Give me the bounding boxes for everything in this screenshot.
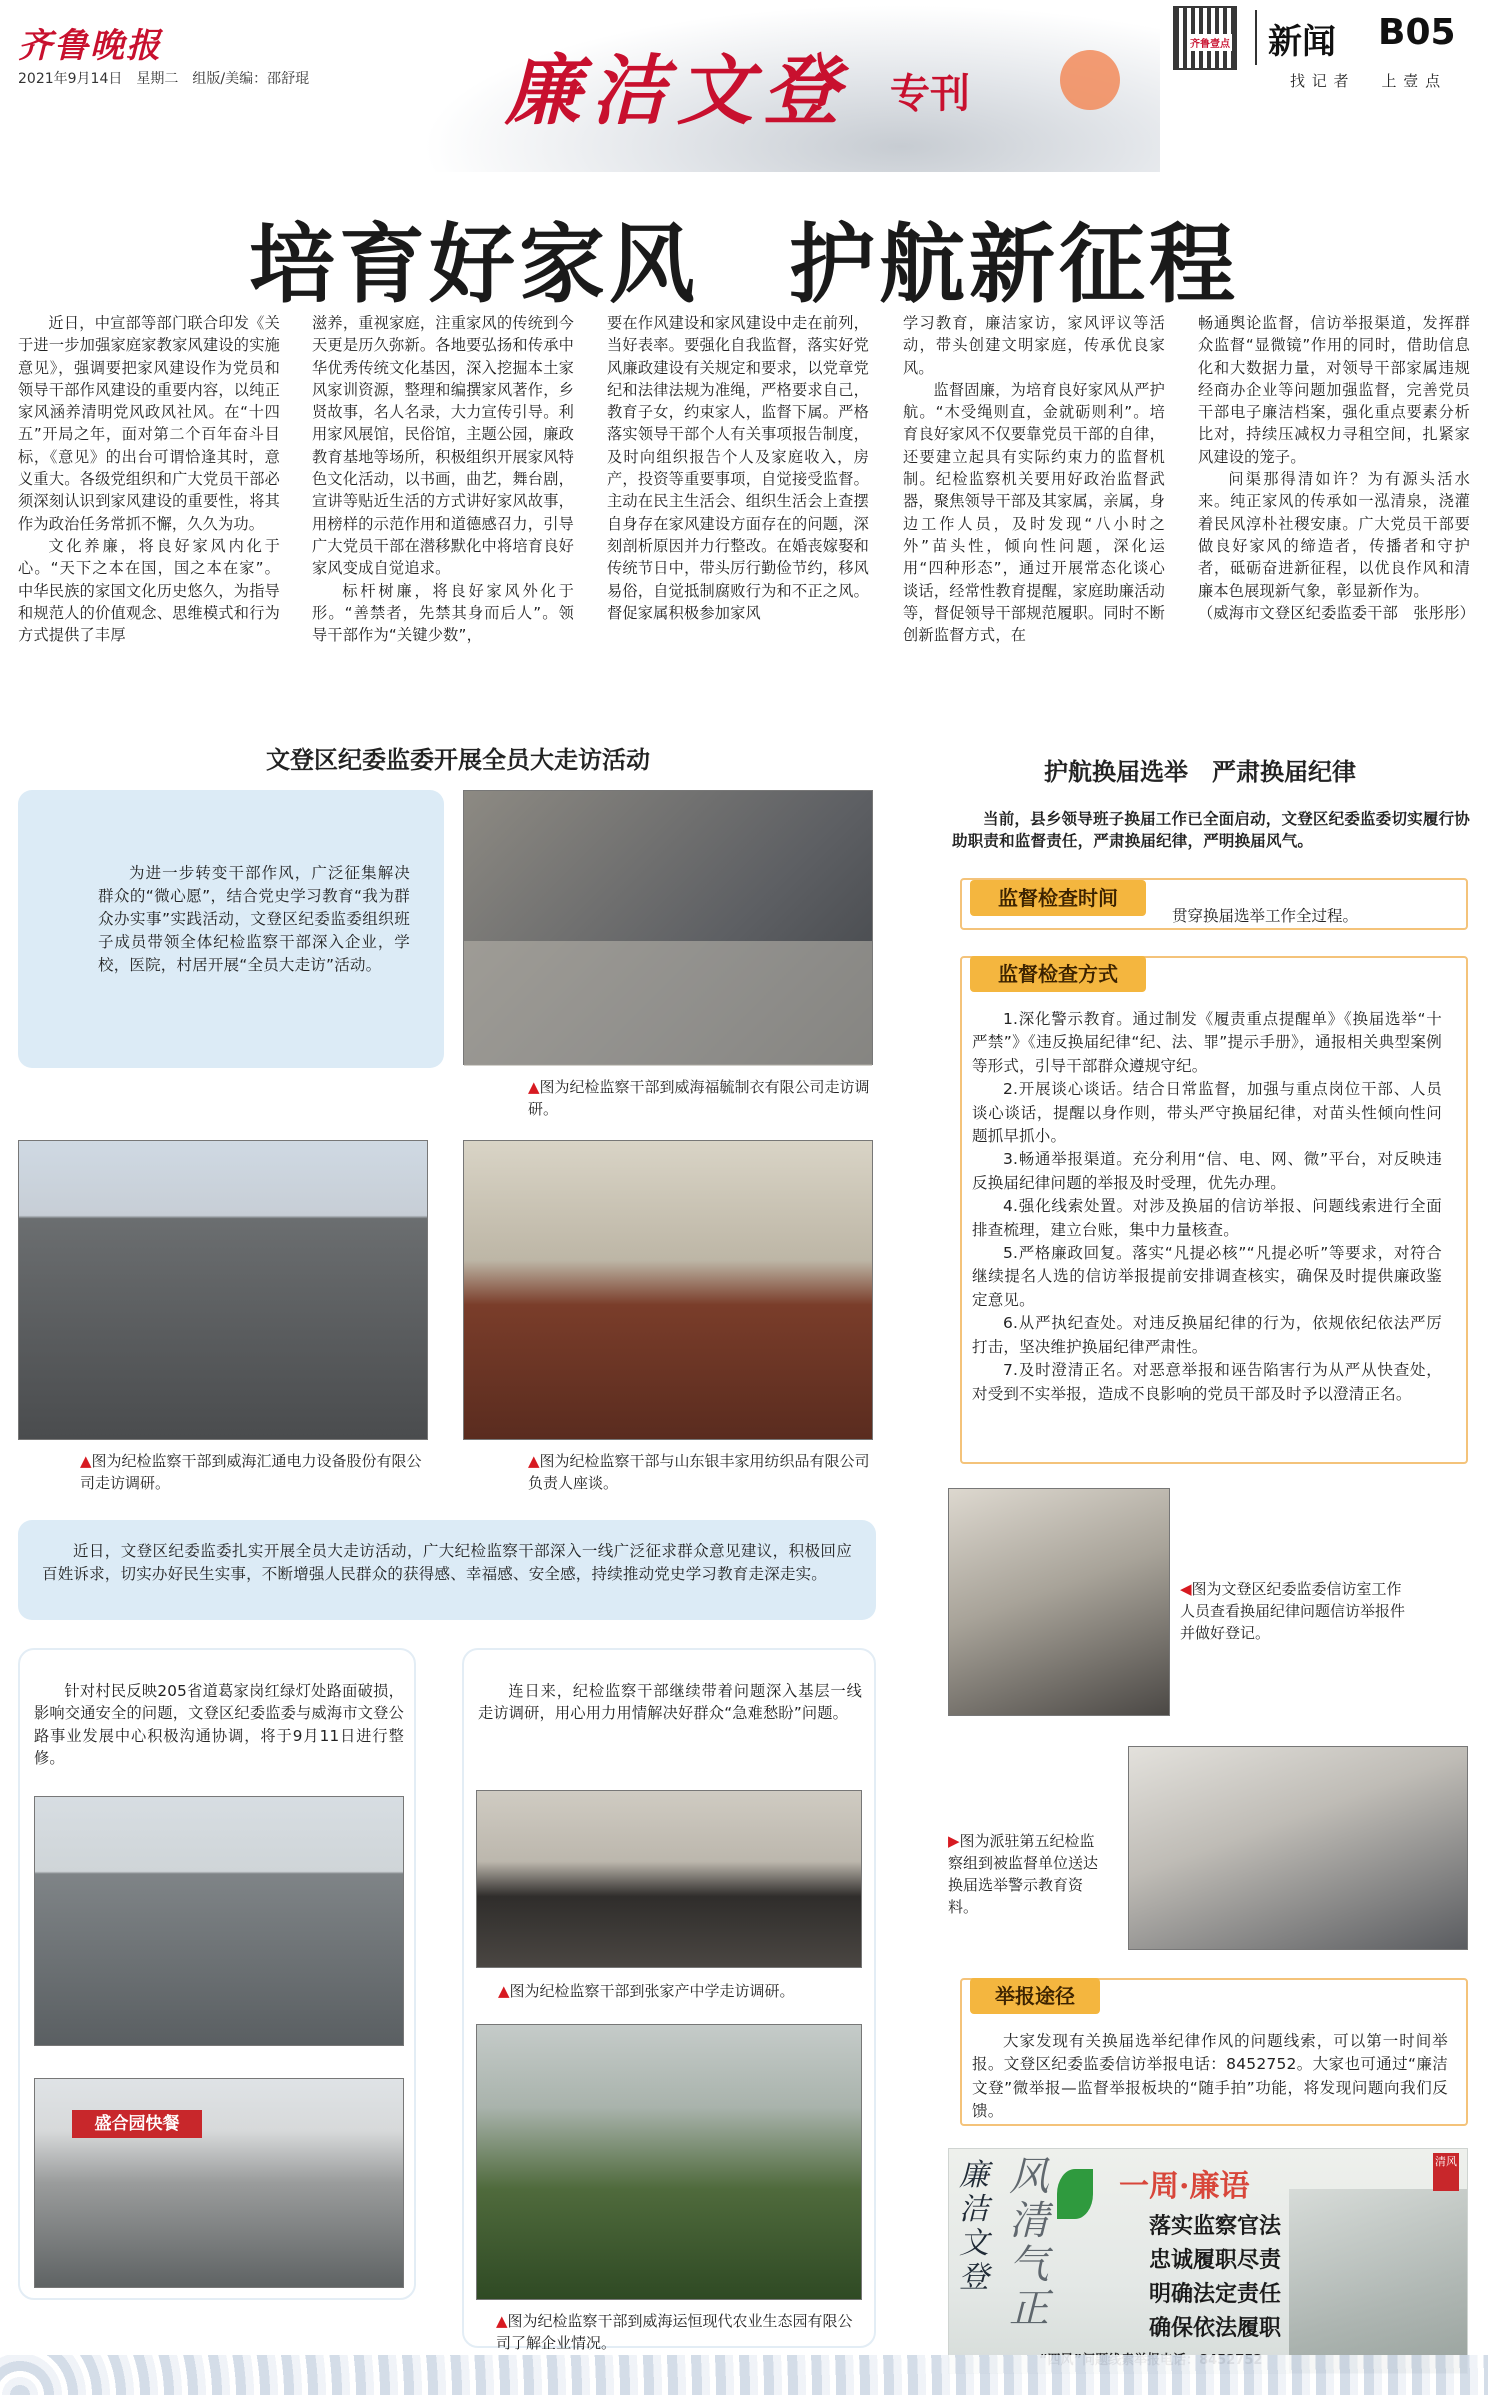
qr-label: 齐鲁壹点 — [1188, 34, 1232, 51]
badge-check-time: 监督检查时间 — [970, 880, 1146, 916]
paragraph: 畅通舆论监督，信访举报渠道，发挥群众监督“显微镜”作用的同时，借助信息化和大数据力量，对领导干部家属违规经商办企业等问题加强监督，完善党员干部电子廉洁档案，强化重点要素分析比对，持续压减权力寻租空间，扎紧家风建设的笼子。 — [1198, 314, 1470, 466]
leaf-logo-icon — [1057, 2169, 1093, 2219]
calligraphy-right: 风清气正 — [1009, 2154, 1049, 2332]
special-suffix: 专刊 — [890, 71, 970, 117]
time-text: 贯穿换届选举工作全过程。 — [1172, 907, 1359, 925]
paragraph: 要在作风建设和家风建设中走在前列，当好表率。要强化自我监督，落实好党风廉政建设有关规定和要求，以党章党纪和法律法规为准绳，严格要求自己，教育子女，约束家人，监督下属。严格落实领导干部个人有关事项报告制度，及时向组织报告个人及家庭收入，房产，投资等重要事项，自觉接受监督。主动在民主生活会、组织生活会上查摆自身存在家风建设方面存在的问题，深刻剖析原因并力行整改。在婚丧嫁娶和传统节日中，带头厉行勤俭节约，移风易俗，自觉抵制腐败行为和不正之风。督促家属积极参加家风 — [607, 314, 869, 622]
method-item: 5.严格廉政回复。落实“凡提必核”“凡提必听”等要求，对符合继续提名人选的信访举报提前安排调查核实，确保及时提供廉政鉴定意见。 — [972, 1244, 1442, 1309]
method-item: 2.开展谈心谈话。结合日常监督，加强与重点岗位干部、人员谈心谈话，提醒以身作则，带头严守换届纪律，对苗头性倾向性问题抓早抓小。 — [972, 1080, 1442, 1146]
factory-floor — [464, 941, 872, 1066]
badge-report: 举报途径 — [970, 1978, 1100, 2014]
photo-power-equipment — [18, 1140, 428, 1440]
weekly-line: 明确法定责任 — [1149, 2281, 1282, 2307]
bottom-wave-decoration — [0, 2355, 1488, 2395]
masthead-divider — [1255, 10, 1257, 65]
paragraph: 学习教育，廉洁家访，家风评议等活动，带头创建文明家庭，传承优良家风。 — [903, 314, 1165, 377]
caption-marker-icon: ▲ — [80, 1452, 92, 1470]
summary-box — [18, 1520, 876, 1620]
headline: 培育好家风 护航新征程 — [249, 215, 1239, 315]
article-column-3 — [607, 312, 869, 624]
intro-box — [18, 790, 444, 1068]
caption-petition: ◀图为文登区纪委监委信访室工作人员查看换届纪律问题信访举报件并做好登记。 — [1180, 1580, 1406, 1642]
method-item: 6.从严执纪查处。对违反换届纪律的行为，依规依纪依法严厉打击，坚决维护换届纪律严肃性。 — [972, 1314, 1442, 1356]
left-section-title: 文登区纪委监委开展全员大走访活动 — [266, 746, 650, 774]
paragraph: 文化养廉，将良好家风内化于心。“天下之本在国，国之本在家”。中华民族的家国文化历史悠久，为指导和规范人的价值观念、思维模式和行为方式提供了丰厚 — [18, 536, 280, 645]
caption-greenhouse: ▲图为纪检监察干部到威海运恒现代农业生态园有限公司了解企业情况。 — [496, 2312, 853, 2352]
method-item: 1.深化警示教育。通过制发《履责重点提醒单》《换届选举“十严禁”》《违反换届纪律“纪、法、罪”提示手册》，通报相关典型案例等形式，引导干部群众遵规守纪。 — [972, 1010, 1442, 1075]
caption-warning: ▶图为派驻第五纪检监察组到被监督单位送达换届选举警示教育资料。 — [948, 1832, 1099, 1916]
paragraph: 问渠那得清如许？为有源头活水来。纯正家风的传承如一泓清泉，浇灌着民风淳朴社稷安康。广大党员干部要做良好家风的缔造者，传播者和守护者，砥砺奋进新征程，以优良作风和清廉本色展现新气象，彰显新作为。 — [1198, 470, 1470, 600]
caption-marker-icon: ▲ — [528, 1452, 540, 1470]
method-list — [972, 1008, 1442, 1406]
seal-stamp: 清风 — [1433, 2153, 1459, 2191]
right-section-title: 护航换届选举 严肃换届纪律 — [1044, 758, 1356, 786]
weekly-title: 一周·廉语 — [1119, 2169, 1250, 2204]
photo-petition-office — [948, 1488, 1170, 1716]
weekly-line: 确保依法履职 — [1149, 2315, 1282, 2341]
caption-marker-icon: ▶ — [948, 1832, 960, 1850]
photo-warning-materials — [1128, 1746, 1468, 1950]
caption-textile: ▲图为纪检监察干部与山东银丰家用纺织品有限公司负责人座谈。 — [528, 1452, 870, 1492]
summary-text: 近日，文登区纪委监委扎实开展全员大走访活动，广大纪检监察干部深入一线广泛征求群众意见建议，积极回应百姓诉求，切实办好民生实事，不断增强人民群众的获得感、幸福感、安全感，持续推动党史学习教育走深走实。 — [42, 1542, 852, 1583]
byline: （威海市文登区纪委监委干部 张彤彤） — [1198, 603, 1475, 622]
photo-factory-visit — [463, 790, 873, 1065]
article-column-5 — [1198, 312, 1475, 624]
method-item: 3.畅通举报渠道。充分利用“信、电、网、微”平台，对反映违反换届纪律问题的举报及时受理，优先办理。 — [972, 1150, 1442, 1192]
caption-marker-icon: ◀ — [1180, 1580, 1192, 1598]
paragraph: 标杆树廉，将良好家风外化于形。“善禁者，先禁其身而后人”。领导干部作为“关键少数”， — [312, 581, 574, 645]
photo-road-crossing — [34, 1796, 404, 2046]
method-item: 7.及时澄清正名。对恶意举报和诬告陷害行为从严从快查处，对受到不实举报，造成不良影响的党员干部及时予以澄清正名。 — [972, 1361, 1442, 1403]
article-column-4 — [903, 312, 1165, 646]
caption-factory: ▲图为纪检监察干部到威海福毓制衣有限公司走访调研。 — [528, 1078, 870, 1118]
shop-sign: 盛合园快餐 — [72, 2110, 202, 2138]
calligraphy-left: 廉洁文登 — [959, 2158, 989, 2295]
caption-marker-icon: ▲ — [498, 1982, 510, 2000]
photo-greenhouse — [476, 2024, 862, 2300]
sun-decoration — [1060, 50, 1120, 110]
caption-marker-icon: ▲ — [528, 1078, 540, 1096]
caption-marker-icon: ▲ — [496, 2312, 508, 2330]
school-farm-text: 连日来，纪检监察干部继续带着问题深入基层一线走访调研，用心用力用情解决好群众“急难愁盼”问题。 — [478, 1682, 862, 1723]
method-item: 4.强化线索处置。对涉及换届的信访举报、问题线索进行全面排查梳理，建立台账，集中力量核查。 — [972, 1197, 1442, 1239]
photo-school-visit — [476, 1790, 862, 1968]
road-repair-text: 针对村民反映205省道葛家岗红绿灯处路面破损，影响交通安全的问题，文登区纪委监委与威海市文登公路事业发展中心积极沟通协调，将于9月11日进行整修。 — [34, 1682, 404, 1767]
slogan: 找 记 者 上 壹 点 — [1290, 72, 1442, 90]
date-line: 2021年9月14日 星期二 组版/美编：邵舒琨 — [18, 71, 310, 87]
banner-mountains — [1289, 2189, 1468, 2374]
right-intro: 当前，县乡领导班子换届工作已全面启动，文登区纪委监委切实履行协助职责和监督责任，严肃换届纪律，严明换届风气。 — [952, 810, 1470, 851]
weekly-banner — [948, 2148, 1468, 2374]
article-column-1 — [18, 312, 280, 646]
section-name: 新闻 — [1268, 22, 1336, 62]
page-number: B05 — [1378, 12, 1456, 53]
weekly-line: 忠诚履职尽责 — [1149, 2247, 1282, 2273]
report-text: 大家发现有关换届选举纪律作风的问题线索，可以第一时间举报。文登区纪委监委信访举报电话：8452752。大家也可通过“廉洁文登”微举报—监督举报板块的“随手拍”功能，将发现问题向我们反馈。 — [972, 2032, 1448, 2121]
photo-textile-meeting — [463, 1140, 873, 1440]
caption-school: ▲图为纪检监察干部到张家产中学走访调研。 — [498, 1982, 795, 2000]
weekly-line: 落实监察官法 — [1149, 2213, 1282, 2239]
masthead — [0, 0, 1488, 180]
article-column-2 — [312, 312, 574, 646]
paper-name: 齐鲁晚报 — [18, 26, 162, 66]
paragraph: 近日，中宣部等部门联合印发《关于进一步加强家庭家教家风建设的实施意见》，强调要把家风建设作为党员和领导干部作风建设的重要内容，以纯正家风涵养清明党风政风社风。在“十四五”开局之年，面对第二个百年奋斗目标，《意见》的出台可谓恰逢其时，意义重大。各级党组织和广大党员干部必须深刻认识到家风建设的重要性，将其作为政治任务常抓不懈，久久为功。 — [18, 314, 280, 533]
paragraph: 滋养，重视家庭，注重家风的传统到今天更是历久弥新。各地要弘扬和传承中华优秀传统文化基因，深入挖掘本土家风家训资源，整理和编撰家风著作，乡贤故事，名人名录，大力宣传引导。利用家风展馆，民俗馆，主题公园，廉政教育基地等场所，积极组织开展家风特色文化活动，以书画，曲艺，舞台剧，宣讲等贴近生活的方式讲好家风故事，用榜样的示范作用和道德感召力，引导广大党员干部在潜移默化中将培育良好家风变成自觉追求。 — [312, 314, 574, 578]
caption-power: ▲图为纪检监察干部到威海汇通电力设备股份有限公司走访调研。 — [80, 1452, 422, 1492]
paragraph: 监督固廉，为培育良好家风从严护航。“木受绳则直，金就砺则利”。培育良好家风不仅要靠党员干部的自律，还要建立起具有实际约束力的监督机制。纪检监察机关要用好政治监督武器，聚焦领导干部及其家属，亲属，身边工作人员，及时发现“八小时之外”苗头性，倾向性问题，深化运用“四种形态”，通过开展常态化谈心谈话，经常性教育提醒，家庭助廉活动等，督促领导干部规范履职。同时不断创新监督方式，在 — [903, 380, 1165, 645]
special-title: 廉洁文登 — [505, 46, 849, 135]
intro-text: 为进一步转变干部作风，广泛征集解决群众的“微心愿”，结合党史学习教育“我为群众办实事”实践活动，文登区纪委监委组织班子成员带领全体纪检监察干部深入企业，学校，医院，村居开展“全员大走访”活动。 — [98, 864, 410, 974]
badge-check-method: 监督检查方式 — [970, 956, 1146, 992]
